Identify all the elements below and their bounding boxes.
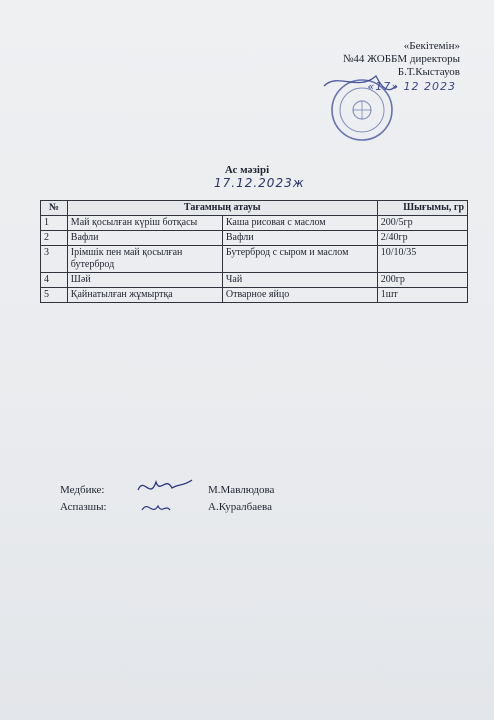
row-yield: 200/5гр [377,216,467,231]
table-row [41,231,468,246]
approval-position: №44 ЖОББМ директоры [342,53,460,65]
table-row [41,216,468,231]
signature-row-nurse [60,482,274,499]
row-dish-ru: Бутерброд с сыром и маслом [222,246,377,273]
approval-director-name: Б.Т.Кыстауов [397,66,460,78]
row-dish-ru: Чай [222,273,377,288]
row-yield: 1шт [377,288,467,303]
row-dish-kz: Вафли [67,231,222,246]
table-row [41,288,468,303]
table-row [41,273,468,288]
signature-name: А.Куралбаева [208,501,272,513]
header-yield: Шығымы, гр [377,201,467,216]
row-number: 2 [41,231,68,246]
header-dish-name: Тағамның атауы [67,201,377,216]
header-number: № [41,201,68,216]
signature-block [60,482,274,516]
row-number: 4 [41,273,68,288]
signature-row-cook [60,499,274,516]
row-yield: 200гр [377,273,467,288]
approval-heading: «Бекітемін» [403,40,460,52]
row-dish-kz: Май қосылған күріш ботқасы [67,216,222,231]
row-dish-ru: Каша рисовая с маслом [222,216,377,231]
approval-handwritten-date: «17» 12 2023 [367,80,456,93]
row-dish-ru: Отварное яйцо [222,288,377,303]
row-yield: 2/40гр [377,231,467,246]
menu-handwritten-date: 17.12.2023ж [214,176,305,190]
row-dish-kz: Қайнатылған жұмыртқа [67,288,222,303]
row-number: 5 [41,288,68,303]
signature-role: Аспазшы: [60,501,107,513]
row-dish-ru: Вафли [222,231,377,246]
table-row [41,246,468,273]
table-header-row [41,201,468,216]
row-dish-kz: Шәй [67,273,222,288]
row-number: 3 [41,246,68,273]
row-dish-kz: Ірімшік пен май қосылған бутерброд [67,246,222,273]
signature-role: Медбике: [60,484,105,496]
menu-title: Ас мәзірі [224,164,270,176]
menu-table [40,200,468,303]
signature-name: М.Мавлюдова [208,484,275,496]
row-yield: 10/10/35 [377,246,467,273]
row-number: 1 [41,216,68,231]
